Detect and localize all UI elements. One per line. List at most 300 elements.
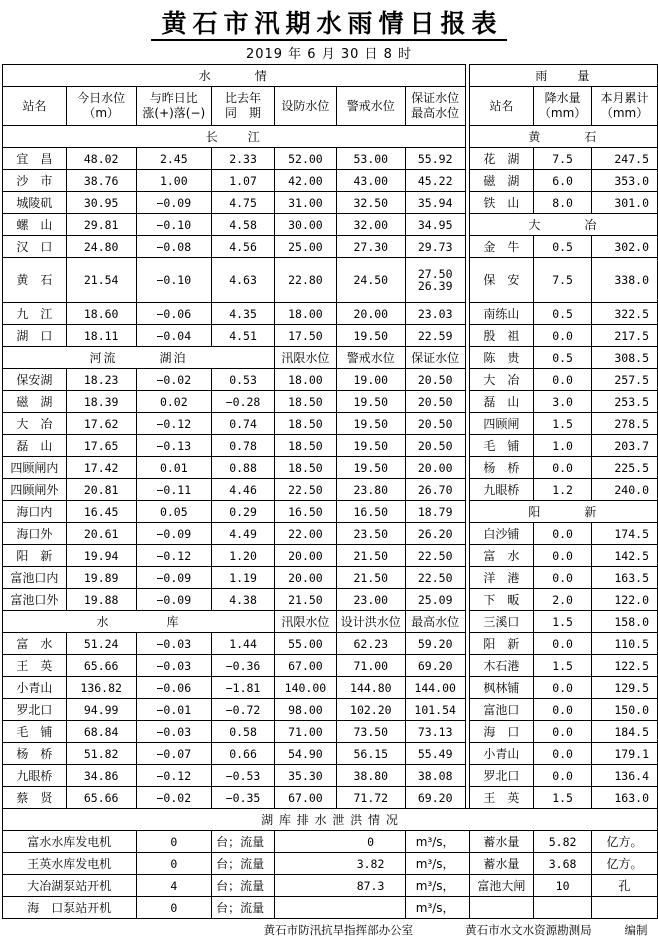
water-value: 26.20 xyxy=(405,523,465,545)
water-value: 29.81 xyxy=(66,214,136,236)
rain-value: 7.5 xyxy=(534,148,592,170)
rain-station-name: 木石港 xyxy=(469,655,533,677)
water-value: 18.79 xyxy=(405,501,465,523)
water-value: 48.02 xyxy=(66,148,136,170)
storage-unit xyxy=(592,897,658,919)
water-value: 16.45 xyxy=(66,501,136,523)
water-value: 18.50 xyxy=(274,391,336,413)
water-value: 0.29 xyxy=(212,501,275,523)
rain-station-name: 下 畈 xyxy=(469,589,533,611)
water-value: −0.36 xyxy=(212,655,275,677)
water-value: 1.20 xyxy=(212,545,275,567)
group-col-header: 最高水位 xyxy=(405,611,465,633)
storage-unit: 亿方。 xyxy=(592,853,658,875)
water-value: 45.22 xyxy=(405,170,465,192)
water-value: 65.66 xyxy=(66,787,136,809)
rain-station-name: 白沙铺 xyxy=(469,523,533,545)
station-name: 螺 山 xyxy=(3,214,67,236)
rain-value: 0.0 xyxy=(534,765,592,787)
table-row xyxy=(3,170,658,192)
station-name: 保安湖 xyxy=(3,369,67,391)
water-value: 22.59 xyxy=(405,325,465,347)
drainage-unit: m³/s， xyxy=(405,831,469,853)
rain-station-name: 王 英 xyxy=(469,787,533,809)
water-col-header: 保证水位 最高水位 xyxy=(405,87,465,126)
rain-value: 0.0 xyxy=(534,721,592,743)
water-value: 16.50 xyxy=(336,501,405,523)
rain-value: 0.0 xyxy=(534,325,592,347)
water-value: −0.07 xyxy=(136,743,212,765)
water-value: 30.00 xyxy=(274,214,336,236)
water-value: −0.35 xyxy=(212,787,275,809)
drainage-blank xyxy=(274,831,336,853)
footer-blank xyxy=(3,919,212,940)
water-value: 19.00 xyxy=(336,369,405,391)
water-value: 43.00 xyxy=(336,170,405,192)
water-value: 25.00 xyxy=(274,236,336,258)
rain-station-name: 杨 桥 xyxy=(469,457,533,479)
water-value: 19.50 xyxy=(336,325,405,347)
water-value: 94.99 xyxy=(66,699,136,721)
water-value: 19.50 xyxy=(336,435,405,457)
water-value: 16.50 xyxy=(274,501,336,523)
water-value: 22.00 xyxy=(274,523,336,545)
station-name: 富池口外 xyxy=(3,589,67,611)
rain-total: 203.7 xyxy=(592,435,658,457)
water-value: 136.82 xyxy=(66,677,136,699)
drainage-count: 0 xyxy=(136,853,212,875)
water-value: 56.15 xyxy=(336,743,405,765)
storage-label: 蓄水量 xyxy=(469,831,533,853)
rain-total: 308.5 xyxy=(592,347,658,369)
water-value: −0.02 xyxy=(136,369,212,391)
water-value: 20.61 xyxy=(66,523,136,545)
table-row xyxy=(3,589,658,611)
table-row xyxy=(3,655,658,677)
rain-total: 122.5 xyxy=(592,655,658,677)
water-value: 23.03 xyxy=(405,303,465,325)
rain-value: 6.0 xyxy=(534,170,592,192)
rain-station-name: 罗北口 xyxy=(469,765,533,787)
rain-total: 163.5 xyxy=(592,567,658,589)
water-value: 51.24 xyxy=(66,633,136,655)
water-value: 26.70 xyxy=(405,479,465,501)
water-value: 62.23 xyxy=(336,633,405,655)
rain-value: 7.5 xyxy=(534,258,592,303)
drainage-row xyxy=(3,875,658,897)
station-name: 罗北口 xyxy=(3,699,67,721)
water-rain-table xyxy=(2,64,658,940)
station-name: 富 水 xyxy=(3,633,67,655)
water-value: 0.01 xyxy=(136,457,212,479)
water-value: 24.50 xyxy=(336,258,405,303)
rain-total: 257.5 xyxy=(592,369,658,391)
table-row xyxy=(3,501,658,523)
water-value: 19.50 xyxy=(336,457,405,479)
storage-unit: 孔 xyxy=(592,875,658,897)
table-row xyxy=(3,435,658,457)
table-row xyxy=(3,192,658,214)
water-value: 19.89 xyxy=(66,567,136,589)
rain-value: 1.5 xyxy=(534,611,592,633)
rain-station-name: 铁 山 xyxy=(469,192,533,214)
water-value: 38.08 xyxy=(405,765,465,787)
rain-value: 1.5 xyxy=(534,413,592,435)
water-value: 17.42 xyxy=(66,457,136,479)
drainage-row xyxy=(3,897,658,919)
storage-value: 10 xyxy=(534,875,592,897)
water-value: 71.00 xyxy=(336,655,405,677)
water-value: 4.49 xyxy=(212,523,275,545)
rain-value: 0.0 xyxy=(534,369,592,391)
rain-value: 1.5 xyxy=(534,655,592,677)
table-row xyxy=(3,391,658,413)
rain-total: 225.5 xyxy=(592,457,658,479)
water-value: 20.81 xyxy=(66,479,136,501)
water-value: 22.50 xyxy=(405,545,465,567)
table-row xyxy=(3,787,658,809)
rain-station-name: 毛 铺 xyxy=(469,435,533,457)
rain-value: 0.0 xyxy=(534,457,592,479)
rain-value: 8.0 xyxy=(534,192,592,214)
water-value: 32.50 xyxy=(336,192,405,214)
group-col-header: 设计洪水位 xyxy=(336,611,405,633)
group-title: 河流 湖泊 xyxy=(3,347,275,369)
drainage-unit: 台；流量 xyxy=(212,831,275,853)
drainage-flow: 3.82 xyxy=(336,853,405,875)
water-col-header: 设防水位 xyxy=(274,87,336,126)
rain-station-name: 洋 港 xyxy=(469,567,533,589)
water-value: 54.90 xyxy=(274,743,336,765)
rain-value: 0.0 xyxy=(534,677,592,699)
rain-station-name: 九眼桥 xyxy=(469,479,533,501)
water-value: 23.50 xyxy=(336,523,405,545)
table-row xyxy=(3,567,658,589)
water-value: 23.80 xyxy=(336,479,405,501)
storage-label: 富池大闸 xyxy=(469,875,533,897)
storage-value xyxy=(534,897,592,919)
water-value: 1.19 xyxy=(212,567,275,589)
rain-station-name: 四顾闸 xyxy=(469,413,533,435)
water-value: 55.00 xyxy=(274,633,336,655)
drainage-name: 富水水库发电机 xyxy=(3,831,137,853)
rain-station-name: 金 牛 xyxy=(469,236,533,258)
water-value: 144.80 xyxy=(336,677,405,699)
water-value: 0.02 xyxy=(136,391,212,413)
station-name: 沙 市 xyxy=(3,170,67,192)
rain-total: 240.0 xyxy=(592,479,658,501)
water-value: 101.54 xyxy=(405,699,465,721)
storage-unit: 亿方。 xyxy=(592,831,658,853)
footer-row xyxy=(3,919,658,940)
water-value: 18.23 xyxy=(66,369,136,391)
water-value: 18.50 xyxy=(274,457,336,479)
water-value: 4.38 xyxy=(212,589,275,611)
water-value: 2.33 xyxy=(212,148,275,170)
rain-value: 1.5 xyxy=(534,787,592,809)
water-value: 17.50 xyxy=(274,325,336,347)
drainage-unit: m³/s， xyxy=(405,897,469,919)
water-value: 0.88 xyxy=(212,457,275,479)
rain-total: 322.5 xyxy=(592,303,658,325)
station-name: 湖 口 xyxy=(3,325,67,347)
water-value: 4.46 xyxy=(212,479,275,501)
water-value: 71.72 xyxy=(336,787,405,809)
drainage-flow: 87.3 xyxy=(336,875,405,897)
water-value: −0.10 xyxy=(136,214,212,236)
water-value: 67.00 xyxy=(274,787,336,809)
drainage-title: 湖 库 排 水 泄 洪 情 况 xyxy=(3,809,658,831)
water-value: 0.66 xyxy=(212,743,275,765)
rain-total: 247.5 xyxy=(592,148,658,170)
section-header-row xyxy=(3,65,658,87)
station-name: 宜 昌 xyxy=(3,148,67,170)
drainage-row xyxy=(3,853,658,875)
water-value: 19.94 xyxy=(66,545,136,567)
drainage-name: 大冶湖泵站开机 xyxy=(3,875,137,897)
rain-col-header: 站名 xyxy=(469,87,533,126)
station-name: 蔡 贤 xyxy=(3,787,67,809)
water-value: 35.94 xyxy=(405,192,465,214)
drainage-blank xyxy=(274,897,336,919)
water-value: 18.00 xyxy=(274,303,336,325)
rain-station-name: 大 冶 xyxy=(469,369,533,391)
water-value: 1.00 xyxy=(136,170,212,192)
water-col-header: 与昨日比 涨(+)落(−) xyxy=(136,87,212,126)
rain-station-name: 枫林铺 xyxy=(469,677,533,699)
rain-station-name: 阳 新 xyxy=(469,633,533,655)
table-row xyxy=(3,214,658,236)
rain-station-name: 磊 山 xyxy=(469,391,533,413)
water-value: 69.20 xyxy=(405,787,465,809)
drainage-count: 0 xyxy=(136,831,212,853)
storage-value: 5.82 xyxy=(534,831,592,853)
rain-total: 338.0 xyxy=(592,258,658,303)
water-value: 18.50 xyxy=(274,413,336,435)
water-value: 4.58 xyxy=(212,214,275,236)
water-value: −0.01 xyxy=(136,699,212,721)
water-value: 140.00 xyxy=(274,677,336,699)
rain-station-name: 南练山 xyxy=(469,303,533,325)
water-value: 4.35 xyxy=(212,303,275,325)
table-row xyxy=(3,523,658,545)
rain-total: 217.5 xyxy=(592,325,658,347)
water-value: 55.49 xyxy=(405,743,465,765)
water-value: −0.11 xyxy=(136,479,212,501)
water-value: 38.76 xyxy=(66,170,136,192)
water-value: 52.00 xyxy=(274,148,336,170)
rain-station-name: 小青山 xyxy=(469,743,533,765)
rain-station-name: 磁 湖 xyxy=(469,170,533,192)
water-value: −0.09 xyxy=(136,523,212,545)
water-value: −0.28 xyxy=(212,391,275,413)
station-name: 四顾闸外 xyxy=(3,479,67,501)
water-col-header: 警戒水位 xyxy=(336,87,405,126)
water-value: −0.53 xyxy=(212,765,275,787)
rain-value: 0.5 xyxy=(534,347,592,369)
rain-station-name: 三溪口 xyxy=(469,611,533,633)
footer-compiled: 编制 xyxy=(592,919,658,940)
table-row xyxy=(3,765,658,787)
water-value: 98.00 xyxy=(274,699,336,721)
rain-col-header: 本月累计 （mm） xyxy=(592,87,658,126)
water-value: 4.63 xyxy=(212,258,275,303)
rain-total: 110.5 xyxy=(592,633,658,655)
rain-total: 302.0 xyxy=(592,236,658,258)
station-name: 杨 桥 xyxy=(3,743,67,765)
rain-value: 0.0 xyxy=(534,545,592,567)
water-value: 0.05 xyxy=(136,501,212,523)
station-name: 城陵矶 xyxy=(3,192,67,214)
water-value: 20.00 xyxy=(405,457,465,479)
water-value: 27.30 xyxy=(336,236,405,258)
water-value: 32.00 xyxy=(336,214,405,236)
rain-station-name: 海 口 xyxy=(469,721,533,743)
water-value: 69.20 xyxy=(405,655,465,677)
water-value: −0.03 xyxy=(136,655,212,677)
report-title: 黄石市汛期水雨情日报表 xyxy=(0,4,658,38)
group-title-row xyxy=(3,126,658,148)
rain-section-title: 雨 量 xyxy=(469,65,657,87)
rain-group-title: 黄 石 xyxy=(469,126,657,148)
water-value: 2.45 xyxy=(136,148,212,170)
station-name: 小青山 xyxy=(3,677,67,699)
water-value: −0.12 xyxy=(136,545,212,567)
station-name: 磊 山 xyxy=(3,435,67,457)
rain-total: 163.0 xyxy=(592,787,658,809)
water-col-header: 今日水位 （m） xyxy=(66,87,136,126)
report-date: 2019 年 6 月 30 日 8 时 xyxy=(0,43,658,62)
table-row xyxy=(3,743,658,765)
water-value: 22.50 xyxy=(405,567,465,589)
rain-total: 122.0 xyxy=(592,589,658,611)
table-row xyxy=(3,258,658,303)
water-value: 34.86 xyxy=(66,765,136,787)
drainage-blank xyxy=(274,875,336,897)
water-value: 4.56 xyxy=(212,236,275,258)
rain-value: 1.2 xyxy=(534,479,592,501)
water-value: 0.53 xyxy=(212,369,275,391)
rain-station-name: 富池口 xyxy=(469,699,533,721)
group-title-row xyxy=(3,347,658,369)
water-value: 29.73 xyxy=(405,236,465,258)
table-row xyxy=(3,699,658,721)
station-name: 汉 口 xyxy=(3,236,67,258)
water-value: −0.10 xyxy=(136,258,212,303)
water-value: 20.50 xyxy=(405,369,465,391)
storage-label: 蓄水量 xyxy=(469,853,533,875)
rain-value: 0.5 xyxy=(534,236,592,258)
rain-station-name: 殷 祖 xyxy=(469,325,533,347)
rain-total: 136.4 xyxy=(592,765,658,787)
drainage-blank xyxy=(274,853,336,875)
rain-station-name: 花 湖 xyxy=(469,148,533,170)
table-row xyxy=(3,721,658,743)
water-value: 18.00 xyxy=(274,369,336,391)
water-value: −0.12 xyxy=(136,413,212,435)
rain-value: 0.0 xyxy=(534,699,592,721)
station-name: 阳 新 xyxy=(3,545,67,567)
water-value: 4.75 xyxy=(212,192,275,214)
water-section-title: 水 情 xyxy=(3,65,466,87)
water-value: 0.58 xyxy=(212,721,275,743)
water-value: 18.60 xyxy=(66,303,136,325)
water-value: 17.65 xyxy=(66,435,136,457)
water-value: −0.12 xyxy=(136,765,212,787)
water-value: 18.11 xyxy=(66,325,136,347)
water-value: 67.00 xyxy=(274,655,336,677)
rain-total: 129.5 xyxy=(592,677,658,699)
rain-value: 0.5 xyxy=(534,303,592,325)
water-value: −0.09 xyxy=(136,567,212,589)
group-title: 长 江 xyxy=(3,126,466,148)
station-name: 大 冶 xyxy=(3,413,67,435)
drainage-flow: 0 xyxy=(336,831,405,853)
water-value: 17.62 xyxy=(66,413,136,435)
water-value: 20.50 xyxy=(405,435,465,457)
water-value: 21.50 xyxy=(274,589,336,611)
drainage-count: 4 xyxy=(136,875,212,897)
water-value: 0.74 xyxy=(212,413,275,435)
water-value: 38.80 xyxy=(336,765,405,787)
water-value: 71.00 xyxy=(274,721,336,743)
drainage-row xyxy=(3,831,658,853)
water-value: 23.00 xyxy=(336,589,405,611)
storage-label xyxy=(469,897,533,919)
group-title-row xyxy=(3,611,658,633)
water-value: −0.06 xyxy=(136,677,212,699)
drainage-unit: 台；流量 xyxy=(212,875,275,897)
rain-total: 184.5 xyxy=(592,721,658,743)
water-value: 42.00 xyxy=(274,170,336,192)
rain-total: 353.0 xyxy=(592,170,658,192)
drainage-title-row xyxy=(3,809,658,831)
water-value: 1.44 xyxy=(212,633,275,655)
rain-total: 278.5 xyxy=(592,413,658,435)
table-row xyxy=(3,457,658,479)
footer-bureau: 黄石市水文水资源勘测局 xyxy=(465,919,592,940)
water-value: −0.06 xyxy=(136,303,212,325)
water-value: 21.54 xyxy=(66,258,136,303)
table-row xyxy=(3,303,658,325)
water-value: 20.00 xyxy=(336,303,405,325)
water-value: −0.72 xyxy=(212,699,275,721)
rain-total: 301.0 xyxy=(592,192,658,214)
water-value: 22.50 xyxy=(274,479,336,501)
drainage-unit: 台；流量 xyxy=(212,897,275,919)
water-value: 51.82 xyxy=(66,743,136,765)
footer-office: 黄石市防汛抗旱指挥部办公室 xyxy=(212,919,466,940)
group-title: 水 库 xyxy=(3,611,275,633)
rain-value: 0.0 xyxy=(534,523,592,545)
station-name: 海口内 xyxy=(3,501,67,523)
water-value: 18.39 xyxy=(66,391,136,413)
station-name: 磁 湖 xyxy=(3,391,67,413)
rain-total: 253.5 xyxy=(592,391,658,413)
water-value: 20.00 xyxy=(274,545,336,567)
table-row xyxy=(3,479,658,501)
water-value: 55.92 xyxy=(405,148,465,170)
drainage-name: 王英水库发电机 xyxy=(3,853,137,875)
water-col-header: 站名 xyxy=(3,87,67,126)
station-name: 九 江 xyxy=(3,303,67,325)
rain-group-title: 大 冶 xyxy=(469,214,657,236)
table-row xyxy=(3,633,658,655)
table-row xyxy=(3,325,658,347)
water-value: 65.66 xyxy=(66,655,136,677)
rain-group-title: 阳 新 xyxy=(469,501,657,523)
rain-value: 0.0 xyxy=(534,743,592,765)
